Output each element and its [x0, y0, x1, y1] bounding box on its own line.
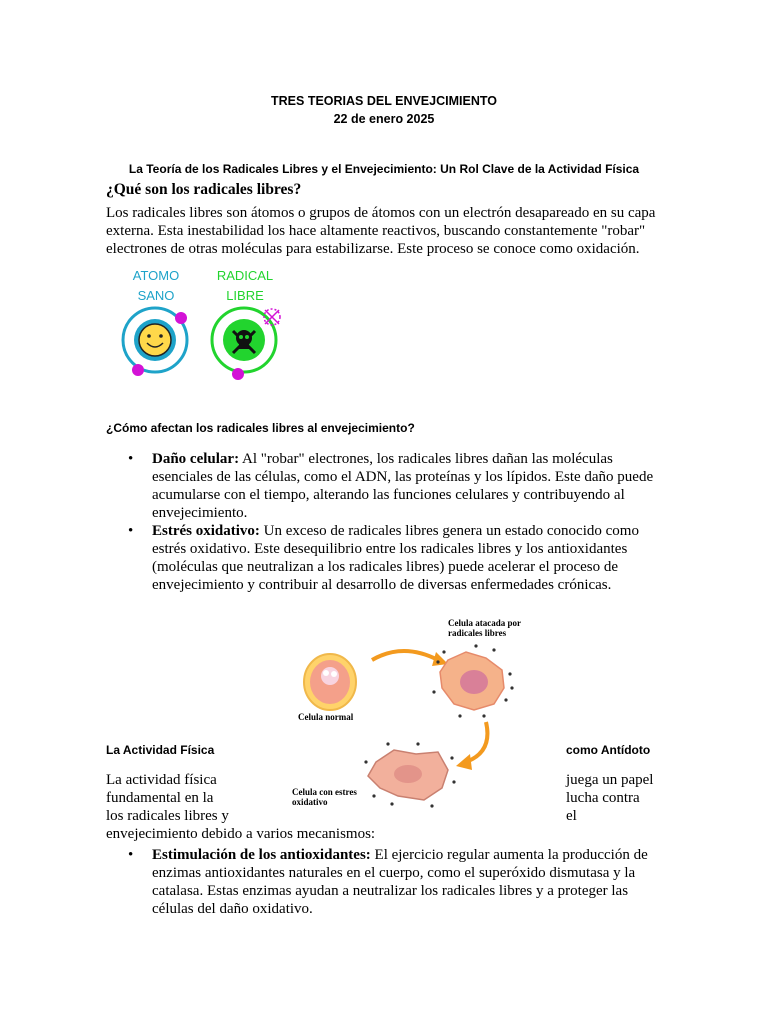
label-radical: RADICAL: [216, 268, 274, 283]
bullet-item-estres-oxidativo: [106, 522, 661, 594]
paragraph-line: los radicales libres y: [106, 808, 229, 824]
bullet-text: enzimas antioxidantes naturales en el cuerpo, como el superóxido dismutasa y la: [152, 865, 636, 881]
paragraph-line: Los radicales libres son átomos o grupos de átomos con un electrón desapareado en su capa: [106, 205, 656, 221]
effects-bullet-list: [106, 450, 661, 594]
paragraph-line: fundamental en la: [106, 790, 214, 806]
section-heading-effects: ¿Cómo afectan los radicales libres al envejecimiento?: [106, 421, 415, 435]
bullet-icon: •: [128, 451, 134, 467]
paragraph-line: juega un papel: [566, 772, 654, 788]
paragraph-line: electrones de otras moléculas para estabilizarse. Este proceso se conoce como oxidación.: [106, 241, 640, 257]
free-radical-skull-icon: [212, 308, 280, 380]
intro-paragraph: [106, 204, 666, 258]
arrow-2-head-icon: [456, 754, 472, 770]
bullet-text: envejecimiento y contribuir al desarrollo de diversas enfermedades crónicas.: [152, 577, 612, 593]
label-celula-atacada: Celula atacada por: [448, 618, 521, 628]
bullet-text: catalasa. Estas enzimas ayudan a neutralizar los radicales libres y a proteger las: [152, 883, 629, 899]
attacked-cell-icon: [432, 644, 513, 717]
bullet-text: Un exceso de radicales libres genera un estado conocido como: [263, 523, 639, 539]
cell-damage-figure: [248, 612, 556, 820]
bullet-text: estrés oxidativo. Este desequilibrio entre los radicales libres y los antioxidantes: [152, 541, 628, 557]
bullet-text: envejecimiento.: [152, 505, 248, 521]
label-sano: SANO: [137, 288, 175, 303]
atom-comparison-figure: [112, 262, 292, 387]
label-libre: LIBRE: [226, 288, 264, 303]
section-heading-right: como Antídoto: [566, 743, 651, 757]
paragraph-line: externa. Esta inestabilidad los hace altamente reactivos, buscando constantemente "robar": [106, 223, 646, 239]
document-title-block: [0, 92, 768, 128]
healthy-atom-icon: [123, 308, 187, 376]
activity-paragraph-end: envejecimiento debido a varios mecanismos:: [106, 826, 376, 842]
bullet-term: Estimulación de los antioxidantes:: [152, 847, 371, 863]
question-heading: ¿Qué son los radicales libres?: [106, 181, 302, 198]
bullet-text: esenciales de las células, como el ADN, las proteínas y los lípidos. Este daño puede: [152, 469, 654, 485]
activity-paragraph-left: [106, 771, 229, 825]
label-radicales-libres: radicales libres: [448, 628, 507, 638]
bullet-item-dano-celular: [106, 450, 661, 522]
bullet-text: Al "robar" electrones, los radicales libres dañan las moléculas: [242, 451, 613, 467]
bullet-text: El ejercicio regular aumenta la producción de: [374, 847, 648, 863]
bullet-term: Estrés oxidativo:: [152, 523, 260, 539]
document-title: TRES TEORIAS DEL ENVEJCIMIENTO: [271, 94, 497, 108]
document-date: 22 de enero 2025: [333, 112, 435, 126]
activity-paragraph-right: [566, 771, 653, 825]
normal-cell-icon: [304, 654, 356, 710]
bullet-term: Daño celular:: [152, 451, 240, 467]
bullet-text: (moléculas que neutralizan a los radicales libres) puede acelerar el proceso de: [152, 559, 619, 575]
arrow-1-icon: [372, 651, 438, 660]
bullet-text: acumularse con el tiempo, alterando las funciones celulares y contribuyendo al: [152, 487, 625, 503]
section-heading-left: La Actividad Física: [106, 743, 215, 757]
paragraph-line: lucha contra: [566, 790, 640, 806]
label-atomo: ATOMO: [132, 268, 180, 283]
bullet-item-antioxidantes: [106, 846, 666, 918]
paragraph-line: La actividad física: [106, 772, 217, 788]
section-subtitle: La Teoría de los Radicales Libres y el Envejecimiento: Un Rol Clave de la Actividad Física: [128, 162, 640, 176]
activity-bullet-list: [106, 846, 666, 918]
paragraph-line: el: [566, 808, 577, 824]
label-celula-normal: Celula normal: [298, 712, 354, 722]
stressed-cell-icon: [364, 742, 455, 807]
label-oxidativo: oxidativo: [292, 797, 328, 807]
bullet-icon: •: [128, 847, 134, 863]
label-celula-estres: Celula con estres: [292, 787, 357, 797]
bullet-icon: •: [128, 523, 134, 539]
bullet-text: células del daño oxidativo.: [152, 901, 313, 917]
